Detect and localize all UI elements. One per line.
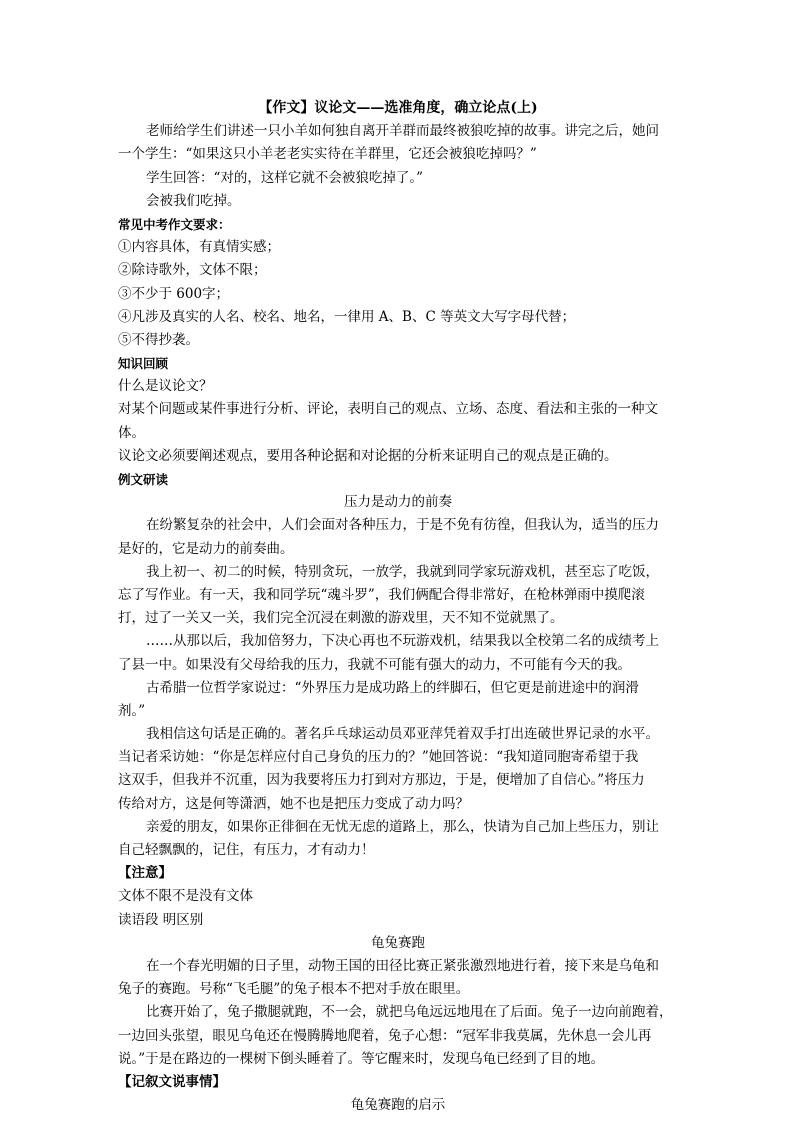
story-line: 说。”于是在路边的一棵树下倒头睡着了。等它醒来时，发现乌龟已经到了目的地。 [118, 1050, 605, 1067]
essay-line: 传给对方，这是何等潇洒，她不也是把压力变成了动力吗？ [118, 795, 469, 812]
essay-line: 了县一中。如果没有父母给我的压力，我就不可能有强大的动力，不可能有今天的我。 [118, 656, 631, 673]
requirement-item: ①内容具体，有真情实感； [118, 239, 280, 256]
review-answer: 对某个问题或某件事进行分析、评论，表明自己的观点、立场、态度、看法和主张的一种文 [118, 401, 658, 418]
essay-line: 剂。” [118, 702, 146, 719]
review-note: 议论文必须要阐述观点，要用各种论据和对论据的分析来证明自己的观点是正确的。 [118, 447, 618, 464]
story-line: 比赛开始了，兔子撒腿就跑，不一会，就把乌龟远远地甩在了后面。兔子一边向前跑着， [146, 1004, 673, 1021]
requirement-item: ②除诗歌外，文体不限； [118, 262, 267, 279]
essay-line: 自己轻飘飘的，记住，有压力，才有动力！ [118, 842, 375, 858]
intro-line: 老师给学生们讲述一只小羊如何独自离开羊群而最终被狼吃掉的故事。讲完之后，她问 [146, 123, 659, 140]
review-heading: 知识回顾 [118, 356, 169, 372]
requirement-item: ⑤不得抄袭。 [118, 331, 199, 348]
essay-line: 是好的，它是动力的前奏曲。 [118, 540, 294, 557]
story-line: 一边回头张望，眼见乌龟还在慢腾腾地爬着，兔子心想：“冠军非我莫属，先休息一会儿再 [118, 1027, 652, 1044]
requirements-heading: 常见中考作文要求： [118, 216, 231, 232]
essay-line: 打，过了一关又一关，我们完全沉浸在刺激的游戏里，天不知不觉就黑了。 [118, 610, 564, 627]
essay-line: 忘了写作业。有一天，我和同学玩“魂斗罗”，我们俩配合得非常好，在枪林弹雨中摸爬滚 [118, 586, 645, 603]
document-title: 【作文】议论文——选准角度，确立论点(上) [258, 100, 538, 116]
narrative-title: 龟兔赛跑的启示 [350, 1097, 446, 1114]
story-line: 在一个春光明媚的日子里，动物王国的田径比赛正紧张激烈地进行着，接下来是乌龟和 [146, 957, 659, 974]
document-page [118, 97, 678, 1117]
essay-line: 当记者采访她：“你是怎样应付自己身负的压力的？”她回答说：“我知道同胞寄希望于我 [118, 749, 639, 766]
essay-line: 古希腊一位哲学家说过：“外界压力是成功路上的绊脚石，但它更是前进途中的润滑 [146, 679, 639, 696]
intro-line: 学生回答：“对的，这样它就不会被狼吃掉了。” [146, 169, 424, 186]
intro-line: 会被我们吃掉。 [146, 192, 241, 209]
essay-title: 压力是动力的前奏 [344, 494, 452, 511]
review-answer: 体。 [118, 424, 145, 441]
essay-line: 我相信这句话是正确的。著名乒乓球运动员邓亚萍凭着双手打出连破世界记录的水平。 [146, 726, 659, 743]
requirement-item: ④凡涉及真实的人名、校名、地名，一律用 A、B、C 等英文大写字母代替； [118, 308, 576, 325]
notice-line: 文体不限不是没有文体 [118, 888, 253, 905]
essay-line: 这双手，但我并不沉重，因为我要将压力打到对方那边，于是，便增加了自信心。”将压力 [118, 772, 645, 789]
requirement-item: ③不少于 600字； [118, 285, 230, 302]
essay-line: 在纷繁复杂的社会中，人们会面对各种压力，于是不免有彷徨，但我认为，适当的压力 [146, 517, 659, 534]
essay-line: ……从那以后，我加倍努力，下决心再也不玩游戏机，结果我以全校第二名的成绩考上 [146, 633, 659, 650]
example-heading: 例文研读 [118, 472, 169, 487]
narrative-heading: 【记叙文说事情】 [118, 1073, 226, 1090]
story-title: 龟兔赛跑 [371, 934, 425, 951]
notice-heading: 【注意】 [118, 865, 172, 882]
essay-line: 亲爱的朋友，如果你正徘徊在无忧无虑的道路上，那么，快请为自己加上些压力，别让 [146, 818, 659, 835]
review-question: 什么是议论文？ [118, 378, 213, 395]
story-line: 兔子的赛跑。号称“飞毛腿”的兔子根本不把对手放在眼里。 [118, 981, 470, 998]
intro-line: 一个学生：“如果这只小羊老老实实待在羊群里，它还会被狼吃掉吗？” [118, 146, 537, 163]
notice-line: 读语段 明区别 [118, 911, 204, 928]
essay-line: 我上初一、初二的时候，特别贪玩，一放学，我就到同学家玩游戏机，甚至忘了吃饭， [146, 563, 659, 580]
